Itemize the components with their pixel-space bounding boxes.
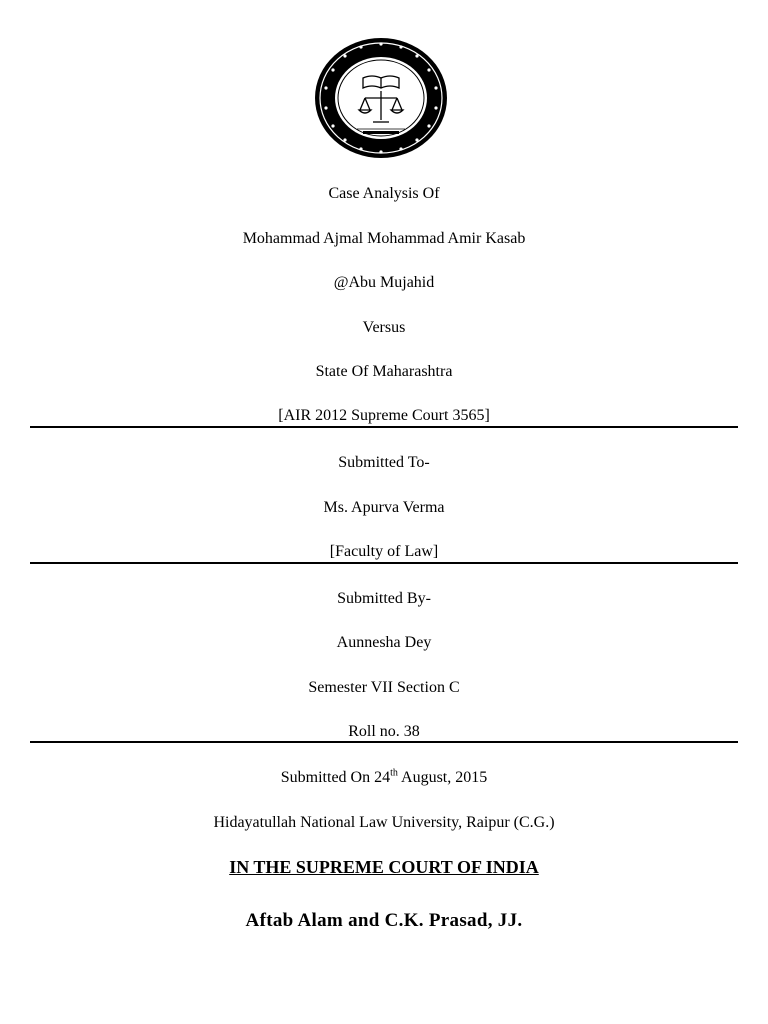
- title-line-respondent: State Of Maharashtra: [315, 363, 453, 380]
- semester-section: Semester VII Section C: [308, 679, 460, 696]
- submitted-to-name: Ms. Apurva Verma: [323, 499, 445, 516]
- university-name: Hidayatullah National Law University, Raipur (C.G.): [213, 814, 555, 831]
- university-seal-logo: [313, 36, 449, 160]
- roll-number: Roll no. 38: [348, 723, 420, 740]
- submission-date-rest: August, 2015: [397, 769, 488, 786]
- title-line-case-analysis: Case Analysis Of: [328, 185, 440, 202]
- bench-judges: Aftab Alam and C.K. Prasad, JJ.: [245, 910, 523, 931]
- court-heading: IN THE SUPREME COURT OF INDIA: [229, 857, 539, 877]
- title-line-alias: @Abu Mujahid: [333, 274, 435, 291]
- submitted-by-heading: Submitted By-: [337, 590, 431, 607]
- divider-3: [30, 741, 738, 743]
- submission-date-prefix: Submitted On 24: [280, 769, 391, 786]
- citation: [AIR 2012 Supreme Court 3565]: [278, 407, 490, 424]
- date-ordinal-suffix: th: [390, 767, 398, 779]
- divider-1: [30, 426, 738, 428]
- submitted-to-dept: [Faculty of Law]: [329, 543, 439, 560]
- submitted-by-name: Aunnesha Dey: [336, 634, 432, 651]
- submitted-to-heading: Submitted To-: [338, 454, 430, 471]
- title-line-versus: Versus: [362, 319, 406, 336]
- submission-date: [0, 768, 768, 788]
- divider-2: [30, 562, 738, 564]
- title-line-appellant: Mohammad Ajmal Mohammad Amir Kasab: [242, 230, 526, 247]
